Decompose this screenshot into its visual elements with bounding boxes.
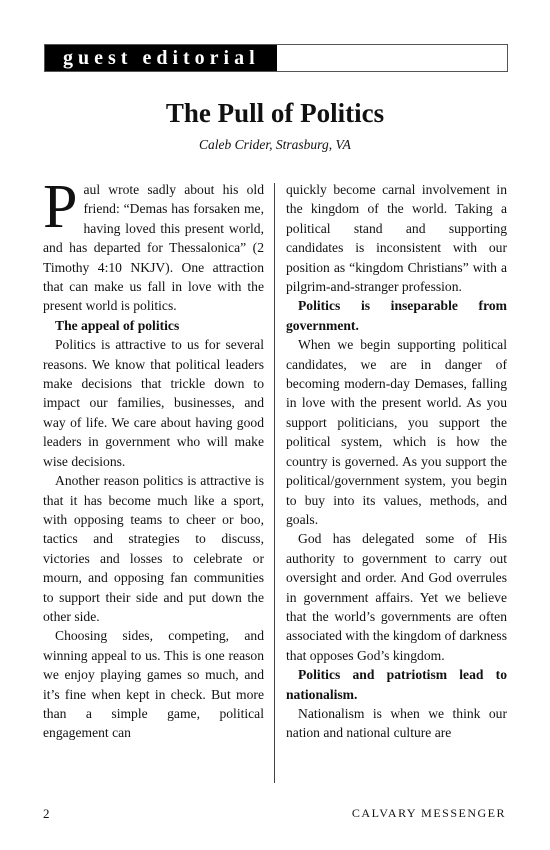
section-banner [44, 44, 508, 72]
paragraph: Politics is attractive to us for several reasons. We know that political leaders make decisions that trickle down to impact our families, businesses, and way of life. We care about having good leaders in government who will make wise decisions. [43, 337, 264, 469]
drop-cap: P [43, 173, 78, 241]
paragraph-text: aul wrote sadly about his old friend: “Demas has forsaken me, having loved this present world, and has departed for Thessalonica” (2 Timothy 4:10 NKJV). One attraction that can make us fall in love with the present world is politics. [43, 182, 264, 314]
article-byline: Caleb Crider, Strasburg, VA [199, 137, 351, 152]
publication-name: CALVARY MESSENGER [351, 806, 506, 820]
paragraph [43, 173, 264, 316]
column-divider [274, 183, 275, 783]
page-number: 2 [43, 806, 50, 821]
paragraph: Nationalism is when we think our nation and national culture are [286, 705, 507, 741]
paragraph: quickly become carnal involvement in the kingdom of the world. Taking a political stand and supporting candidates is inconsistent with our position as “kingdom Christians” with a pilgrim-and-stranger profession. [286, 182, 507, 295]
paragraph: When we begin supporting political candidates, we are in danger of becoming modern-day Demases, falling in love with the present world. As you support politicians, you support the political system, which is how the country is governed. As you support the political/government system, you begin to buy into its values, methods, and goals. [286, 337, 507, 527]
section-heading: Politics and patriotism lead to nationalism. [286, 667, 507, 702]
section-label: guest editorial [45, 45, 277, 71]
paragraph: Choosing sides, competing, and winning appeal to us. This is one reason we enjoy playing games so much, and it’s fine when kept in check. But more than a simple game, political engagement can [43, 628, 264, 741]
paragraph: Another reason politics is attractive is that it has become much like a sport, with opposing teams to cheer or boo, tactics and strategies to discuss, victories and losses to celebrate or mourn, and opposing fan communities to support their side and put down the other side. [43, 473, 264, 624]
paragraph: God has delegated some of His authority to government to carry out oversight and order. And God overrules in government affairs. Yet we believe that the world’s governments are often associated with the kingdom of darkness that opposes God’s kingdom. [286, 531, 507, 663]
section-heading: Politics is inseparable from government. [286, 298, 507, 333]
section-heading: The appeal of politics [55, 317, 180, 333]
article-title: The Pull of Politics [165, 98, 385, 128]
right-column [286, 180, 507, 743]
left-column [43, 173, 264, 743]
